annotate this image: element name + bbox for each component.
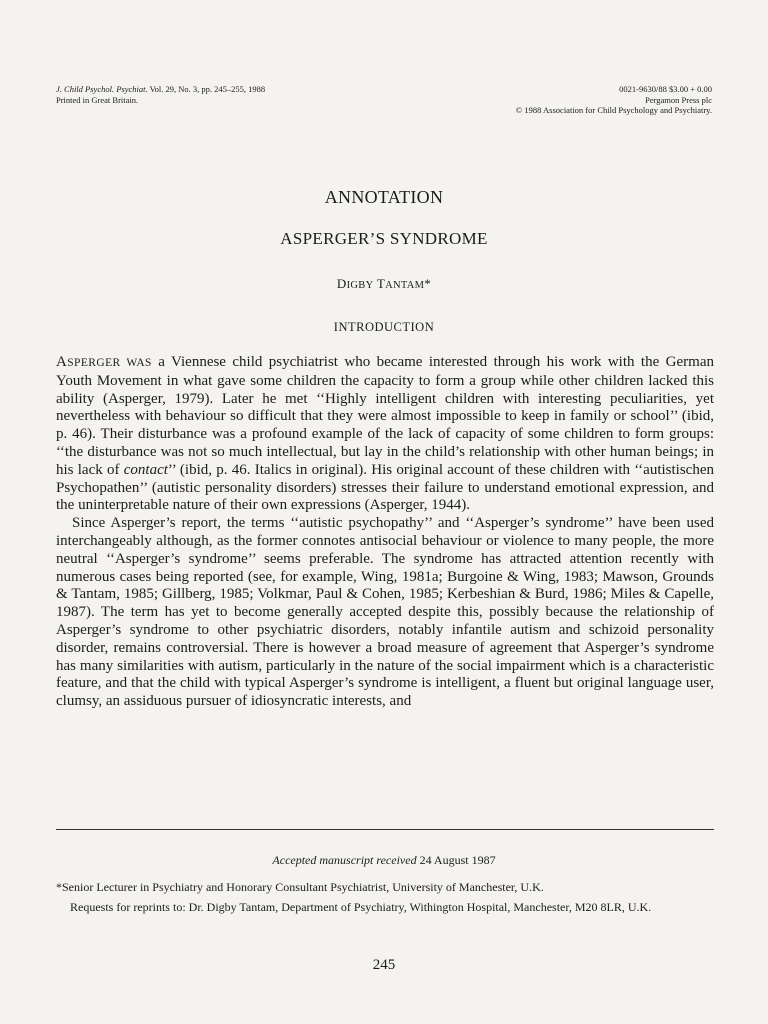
running-header-left — [56, 84, 265, 105]
subheading-introduction: INTRODUCTION — [333, 320, 435, 334]
body-text — [56, 354, 714, 711]
journal-citation — [56, 84, 265, 95]
footnote-reprints: Requests for reprints to: Dr. Digby Tantam, Department of Psychiatry, Withington Hospital, Manchester, M20 8LR, U.K. — [70, 900, 652, 914]
author-name — [0, 276, 768, 292]
paragraph-1-text-b: ’’ (ibid, p. 46. Italics in original). His original account of these children with ‘‘autistischen Psychopathen’’ (autistic personality disorders) stresses their failure to understand emotional expression, and the uninterpretable nature of their own expressions (Asperger, 1944). — [56, 461, 714, 514]
author-footnote-mark: * — [424, 276, 432, 291]
footnote-divider — [56, 829, 714, 830]
journal-abbrev: J. Child Psychol. Psychiat. — [56, 84, 148, 94]
paragraph-1-lead: ASPERGER WAS — [56, 354, 152, 370]
footnotes — [56, 880, 714, 914]
author-first-rest: IGBY — [346, 280, 374, 291]
paragraph-1 — [56, 354, 714, 515]
publisher: Pergamon Press plc — [645, 94, 712, 105]
accepted-label: Accepted manuscript received — [272, 853, 417, 867]
volume-pages: Vol. 29, No. 3, pp. 245–255, 1988 — [147, 84, 266, 94]
author-last-rest: ANTAM — [385, 280, 425, 291]
paragraph-2: Since Asperger’s report, the terms ‘‘autistic psychopathy’’ and ‘‘Asperger’s syndrome’’ have been used interchangeably although, as the former connotes antisocial behaviour or violence to many people, the more neutral ‘‘Asperger’s syndrome’’ seems preferable. The syndrome has attracted attention recently with numerous cases being reported (see, for example, Wing, 1981a; Burgoine & Wing, 1983; Mawson, Grounds & Tantam, 1985; Gillberg, 1985; Volkmar, Paul & Cohen, 1985; Kerbeshian & Burd, 1986; Miles & Capelle, 1987). The term has yet to become generally accepted despite this, possibly because the relationship of Asperger’s syndrome to other psychiatric disorders, notably infantile autism and schizoid personality disorder, remains controversial. There is however a broad measure of agreement that Asperger’s syndrome has many similarities with autism, particularly in the nature of the social impairment which is a characteristic feature, and that the child with typical Asperger’s syndrome is intelligent, a fluent but original language user, clumsy, an assiduous pursuer of idiosyncratic interests, and — [56, 515, 714, 710]
accepted-note — [0, 853, 768, 868]
page-number: 245 — [372, 957, 396, 973]
copyright: © 1988 Association for Child Psychology and Psychiatry. — [515, 105, 712, 115]
accepted-date: 24 August 1987 — [416, 853, 496, 867]
issn-price: 0021-9630/88 $3.00 + 0.00 — [619, 84, 712, 94]
section-label: ANNOTATION — [324, 187, 444, 207]
printed-note: Printed in Great Britain. — [56, 94, 139, 105]
paragraph-1-emphasis: contact — [123, 461, 168, 478]
author-last-initial: T — [376, 276, 386, 291]
author-first-initial: D — [336, 276, 347, 291]
running-header-right — [516, 84, 712, 116]
footnote-affiliation: *Senior Lecturer in Psychiatry and Honorary Consultant Psychiatrist, University of Manchester, U.K. — [56, 880, 544, 894]
article-title: ASPERGER’S SYNDROME — [280, 229, 488, 248]
paragraph-1-text-a: a Viennese child psychiatrist who became interested through his work with the German Youth Movement in what gave some children the capacity to form a group while other children lacked this ability (Asperger, 1979). Later he met ‘‘Highly intelligent children with interesting peculiarities, yet nevertheless with behaviour so difficult that they were almost impossible to keep in family or school’’ (ibid, p. 46). Their disturbance was a profound example of the lack of capacity of some children to form groups: ‘‘the disturbance was not so much intellectual, but lay in the child’s relationship with other human beings; in his lack of — [56, 354, 714, 478]
